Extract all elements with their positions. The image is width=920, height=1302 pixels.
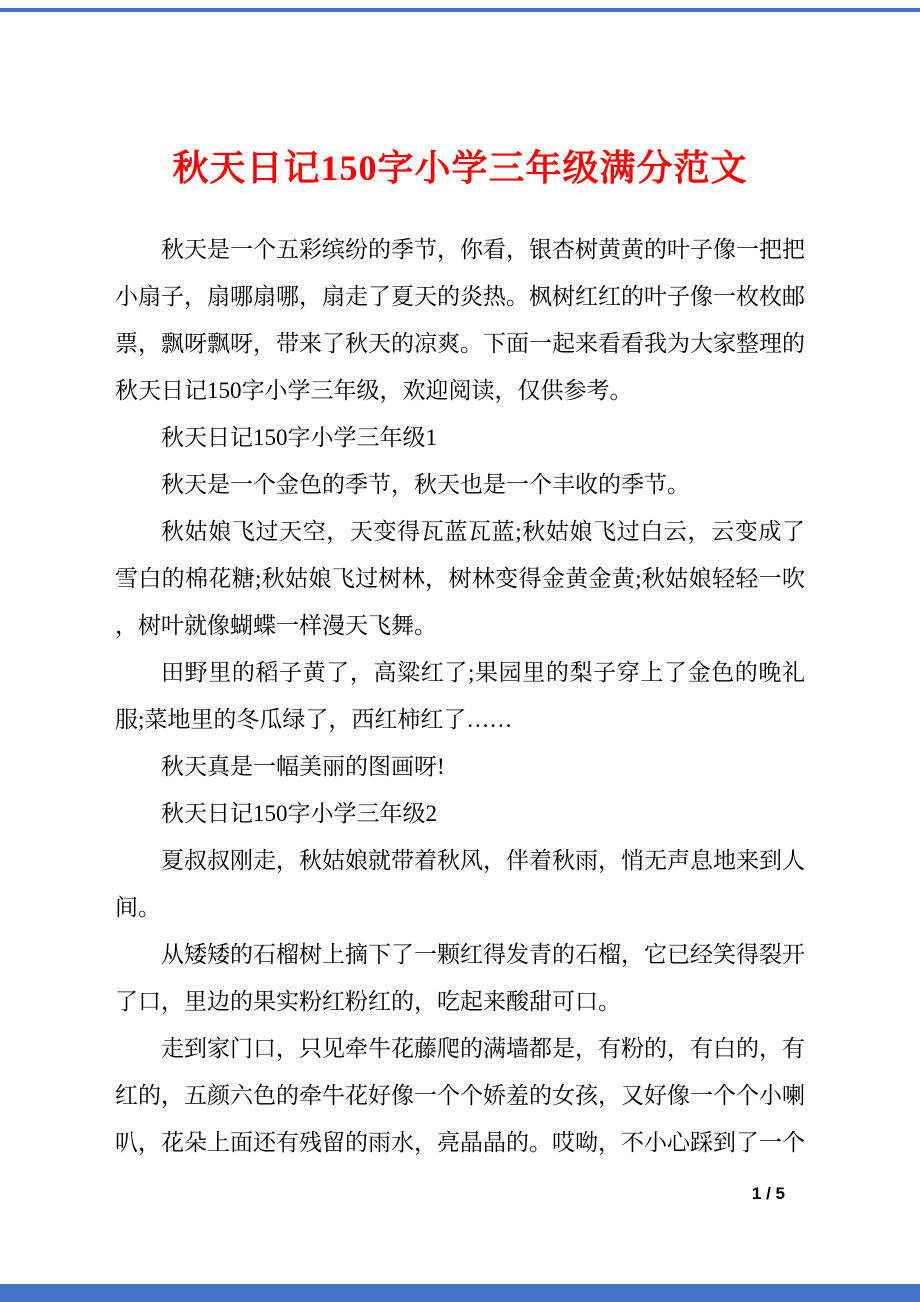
- paragraph: 秋天真是一幅美丽的图画呀!: [161, 754, 445, 779]
- paragraph: 从矮矮的石榴树上摘下了一颗红得发青的石榴，它已经笑得裂开了口，里边的果实粉红粉红的，吃起来酸甜可口。: [115, 942, 805, 1014]
- top-divider: [0, 8, 920, 12]
- paragraph: 田野里的稻子黄了，高粱红了;果园里的梨子穿上了金色的晚礼服;菜地里的冬瓜绿了，西红柿红了……: [115, 660, 805, 732]
- paragraph: 秋姑娘飞过天空，天变得瓦蓝瓦蓝;秋姑娘飞过白云，云变成了雪白的棉花糖;秋姑娘飞过树林，树林变得金黄金黄;秋姑娘轻轻一吹，树叶就像蝴蝶一样漫天飞舞。: [115, 519, 805, 638]
- paragraph: 秋天是一个五彩缤纷的季节，你看，银杏树黄黄的叶子像一把把小扇子，扇哪扇哪，扇走了夏天的炎热。枫树红红的叶子像一枚枚邮票，飘呀飘呀，带来了秋天的凉爽。下面一起来看看我为大家整理的秋天日记150字小学三年级，欢迎阅读，仅供参考。: [115, 237, 805, 403]
- bottom-divider: [0, 1284, 920, 1302]
- page-indicator: 1 / 5: [751, 1184, 785, 1203]
- paragraph: 走到家门口，只见牵牛花藤爬的满墙都是，有粉的，有白的，有红的，五颜六色的牵牛花好像一个个娇羞的女孩，又好像一个个小喇叭，花朵上面还有残留的雨水，亮晶晶的。哎呦，不小心踩到了一个: [115, 1036, 805, 1155]
- paragraph: 夏叔叔刚走，秋姑娘就带着秋风，伴着秋雨，悄无声息地来到人间。: [115, 848, 805, 920]
- paragraph: 秋天日记150字小学三年级1: [161, 425, 437, 450]
- document-title: 秋天日记150字小学三年级满分范文: [172, 148, 748, 188]
- document-body: [115, 226, 805, 1166]
- paragraph: 秋天日记150字小学三年级2: [161, 801, 437, 826]
- paragraph: 秋天是一个金色的季节，秋天也是一个丰收的季节。: [161, 472, 690, 497]
